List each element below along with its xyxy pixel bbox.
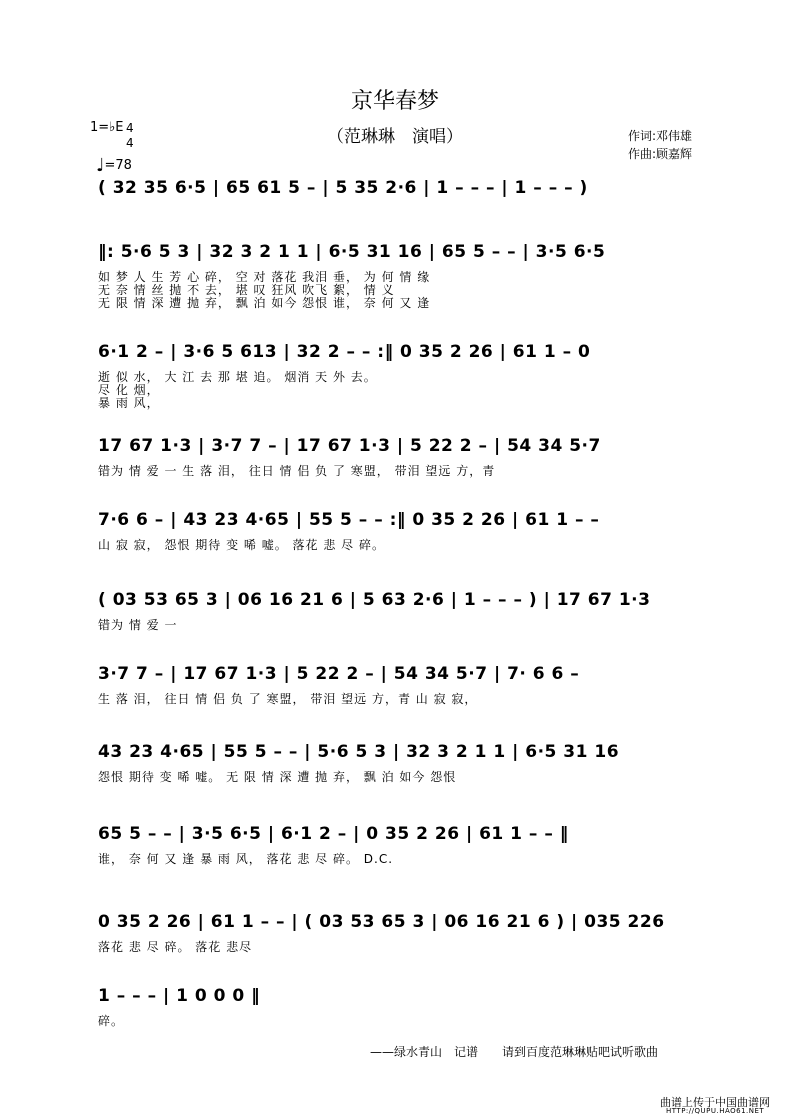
lyric-line: 暴 雨 风， bbox=[98, 396, 160, 410]
notation-line: 1 – – – | 1 0 0 0 ‖ bbox=[98, 986, 261, 1006]
lyricist-credit: 作词:邓伟雄 bbox=[628, 129, 693, 143]
watermark-url: HTTP://QUPU.HAO61.NET bbox=[666, 1107, 765, 1115]
notation-line: ( 03 53 65 3 | 06 16 21 6 | 5 63 2·6 | 1 – – – ) | 17 67 1·3 bbox=[98, 590, 651, 610]
lyric-line: 尽 化 烟， bbox=[98, 383, 160, 397]
tempo-value: =78 bbox=[104, 158, 132, 173]
key-signature bbox=[90, 120, 134, 150]
lyric-line: 碎。 bbox=[98, 1014, 125, 1028]
notation-line: 3·7 7 – | 17 67 1·3 | 5 22 2 – | 54 34 5·7 | 7· 6 6 – bbox=[98, 664, 580, 684]
lyric-line: 山 寂 寂， 怨恨 期待 变 唏 嘘。 落花 悲 尽 碎。 bbox=[98, 538, 385, 552]
notation-line: 65 5 – – | 3·5 6·5 | 6·1 2 – | 0 35 2 26 | 61 1 – – ‖ bbox=[98, 824, 569, 844]
watermark-text: 曲谱上传于中国曲谱网 bbox=[660, 1096, 770, 1109]
lyric-line: 怨恨 期待 变 唏 嘘。 无 限 情 深 遭 抛 弃， 飘 泊 如今 怨恨 bbox=[98, 770, 457, 784]
notation-line: 6·1 2 – | 3·6 5 613 | 32 2 – – :‖ 0 35 2 26 | 61 1 – 0 bbox=[98, 342, 591, 362]
lyric-line: 生 落 泪， 往日 情 侣 负 了 寒盟， 带泪 望远 方，青 山 寂 寂， bbox=[98, 692, 478, 706]
footer-note: ——绿水青山 记谱 请到百度范琳琳贴吧试听歌曲 bbox=[370, 1045, 659, 1059]
notation-line: 0 35 2 26 | 61 1 – – | ( 03 53 65 3 | 06 16 21 6 ) | 035 226 bbox=[98, 912, 665, 932]
lyric-line: 错为 情 爱 一 bbox=[98, 618, 178, 632]
song-subtitle: （范琳琳 演唱） bbox=[327, 127, 463, 147]
lyric-line: 如 梦 人 生 芳 心 碎， 空 对 落花 我泪 垂， 为 何 情 缘 bbox=[98, 270, 431, 284]
tempo-marking bbox=[96, 153, 132, 174]
lyric-line: 错为 情 爱 一 生 落 泪， 往日 情 侣 负 了 寒盟， 带泪 望远 方，青 bbox=[98, 464, 496, 478]
lyric-line: 无 限 情 深 遭 抛 弃， 飘 泊 如今 怨恨 谁， 奈 何 又 逢 bbox=[98, 296, 431, 310]
lyric-line: 无 奈 情 丝 抛 不 去， 堪 叹 狂风 吹飞 絮， 情 义 bbox=[98, 283, 395, 297]
notation-line: 17 67 1·3 | 3·7 7 – | 17 67 1·3 | 5 22 2 – | 54 34 5·7 bbox=[98, 436, 601, 456]
composer-credit: 作曲:顾嘉辉 bbox=[628, 147, 693, 161]
quarter-note-icon: ♩ bbox=[96, 155, 105, 176]
time-signature-top: 4 bbox=[126, 121, 134, 135]
time-signature-bottom: 4 bbox=[126, 136, 134, 150]
key-label: 1=♭E bbox=[90, 120, 124, 135]
lyric-line: 逝 似 水， 大 江 去 那 堪 追。 烟消 天 外 去。 bbox=[98, 370, 377, 384]
lyric-line: 落花 悲 尽 碎。 落花 悲尽 bbox=[98, 940, 253, 954]
notation-line: ( 32 35 6·5 | 65 61 5 – | 5 35 2·6 | 1 – – – | 1 – – – ) bbox=[98, 178, 588, 198]
lyric-line: 谁， 奈 何 又 逢 暴 雨 风， 落花 悲 尽 碎。 D.C. bbox=[98, 852, 394, 866]
notation-line: 43 23 4·65 | 55 5 – – | 5·6 5 3 | 32 3 2 1 1 | 6·5 31 16 bbox=[98, 742, 620, 762]
song-title: 京华春梦 bbox=[350, 89, 439, 114]
notation-line: 7·6 6 – | 43 23 4·65 | 55 5 – – :‖ 0 35 2 26 | 61 1 – – bbox=[98, 510, 600, 530]
notation-line: ‖: 5·6 5 3 | 32 3 2 1 1 | 6·5 31 16 | 65 5 – – | 3·5 6·5 bbox=[98, 242, 606, 262]
